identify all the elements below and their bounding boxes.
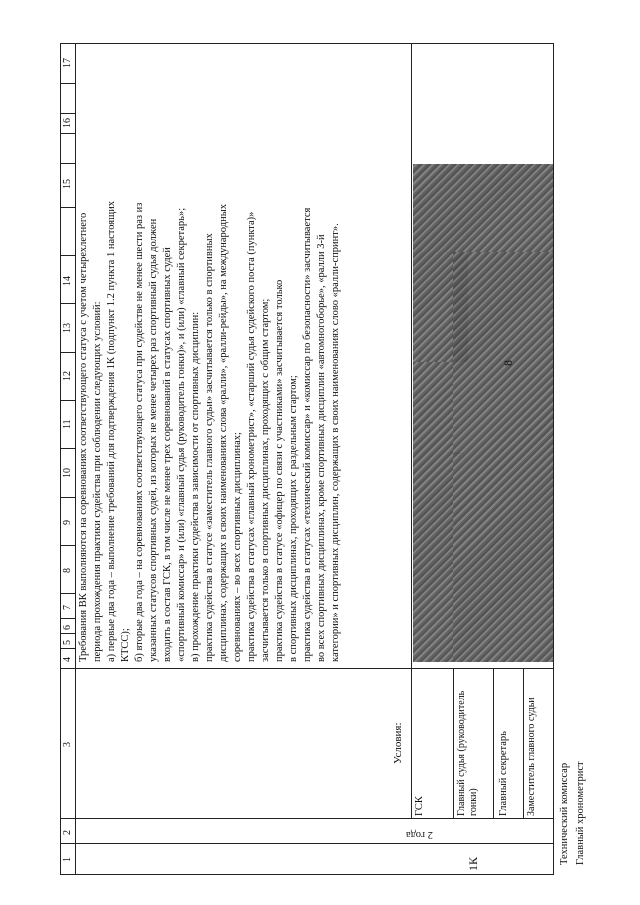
requirements-text — [77, 201, 343, 662]
requirement-line: соревнованиях – во всех спортивных дисциплинах; — [232, 432, 243, 662]
stamp-block — [453, 252, 553, 662]
col-number: 7 — [62, 605, 73, 610]
col-line — [61, 843, 553, 844]
cell-divider — [493, 669, 494, 819]
requirement-line: практика судейства в статусах «технический комиссар» и «комиссар по безопасности» засчитывается — [302, 207, 313, 662]
requirement-line: Требования ВК выполняются на соревнованиях соответствующего статуса с учетом четырехлетнего — [78, 212, 89, 662]
col-line — [61, 497, 75, 498]
position-tech-commissar: Технический комиссар — [559, 762, 570, 865]
col-line — [61, 545, 75, 546]
conditions-label: Условия: — [392, 722, 404, 764]
requirement-line: в) прохождение практики судейства в зависимости от спортивных дисциплин: — [190, 311, 201, 662]
requirement-line: а) первые два года – выполнение требований для подтверждения 1К (подпункт 1.2 пункта 1 настоящих — [106, 200, 117, 662]
requirement-line: во всех спортивных дисциплинах, кроме спортивных дисциплин «автомногоборье», «ралли 3-й — [316, 234, 327, 662]
stamp-block — [413, 362, 453, 662]
period-wrap — [406, 821, 446, 841]
col-number: 14 — [62, 276, 73, 286]
col-line — [61, 633, 75, 634]
position-deputy-judge: Заместитель главного судьи — [526, 697, 537, 816]
requirement-line: входить в состав ГСК, в том числе не менее трех соревнований в статусах спортивных судей — [162, 247, 173, 662]
col-number: 13 — [62, 323, 73, 333]
requirement-line: практика судейства в статусе «офицер по связи с участниками» засчитывается только — [274, 279, 285, 662]
col-number: 11 — [62, 419, 73, 429]
col-line — [61, 83, 75, 84]
col-line — [61, 303, 75, 304]
col-number: 10 — [62, 468, 73, 478]
col-line — [61, 255, 75, 256]
requirement-line: в спортивных дисциплинах, проходящих с раздельным стартом; — [288, 375, 299, 662]
col-number: 15 — [62, 179, 73, 189]
table — [60, 43, 554, 875]
stamp-block — [413, 164, 553, 252]
position-chief-judge: Главный судья (руководитель гонки) — [456, 690, 479, 816]
header-divider — [75, 44, 76, 874]
col-number: 12 — [62, 371, 73, 381]
col-number: 17 — [62, 58, 73, 68]
col-line — [61, 207, 75, 208]
requirement-line: «спортивный комиссар» и (или) «главный судья (руководитель гонки)», и (или) «главный секретарь»; — [176, 207, 187, 662]
cell-divider — [523, 669, 524, 819]
positions-divider — [411, 44, 412, 819]
requirement-line: категории» и спортивных дисциплин, содержащих в своих наименованиях слово «ралли-спринт». — [330, 223, 341, 662]
requirement-line: б) вторые два года – на соревнованиях соответствующего статуса при судействе не менее шести раз из — [134, 202, 145, 662]
col-line — [61, 448, 75, 449]
position-gsk: ГСК — [414, 796, 425, 816]
requirement-line: практика судейства в статусе «заместитель главного судьи» засчитывается только в спортивных — [204, 233, 215, 662]
col-line — [61, 648, 75, 649]
position-chief-secretary: Главный секретарь — [498, 731, 509, 816]
col-line — [61, 400, 75, 401]
col-line — [61, 352, 75, 353]
rank-cell: 1К — [466, 856, 480, 871]
col-number: 4 — [62, 657, 73, 662]
col-number: 1 — [62, 857, 73, 862]
col-number: 3 — [62, 742, 73, 747]
col-line — [61, 668, 553, 669]
col-line — [61, 113, 75, 114]
col-line — [61, 163, 75, 164]
requirement-line: периода прохождения практики судейства при соблюдении следующих условий: — [92, 301, 103, 662]
position-chief-timekeeper: Главный хронометрист — [575, 761, 586, 865]
count-cell: 8 — [501, 360, 515, 366]
requirement-line: указанных статусов спортивных судей, из которых не менее четырех раз спортивный судья должен — [148, 218, 159, 662]
col-line — [61, 593, 75, 594]
col-number: 8 — [62, 568, 73, 573]
col-number: 6 — [62, 625, 73, 630]
requirement-line: практика судейства в статусах «главный хронометрист», «старший судья судейского поста (пункта)» — [246, 211, 257, 662]
requirement-line: засчитывается только в спортивных дисциплинах, проходящих с общим стартом; — [260, 298, 271, 662]
col-number: 9 — [62, 520, 73, 525]
col-number: 2 — [62, 830, 73, 835]
requirement-line: КТСС); — [120, 628, 131, 662]
col-line — [61, 818, 553, 819]
col-number: 5 — [62, 640, 73, 645]
period-cell: 2 года — [406, 829, 433, 840]
cell-divider — [453, 669, 454, 819]
col-number: 16 — [62, 118, 73, 128]
requirement-line: дисциплинах, содержащих в своих наименованиях слова «ралли», «ралли-рейды», на международных — [218, 203, 229, 662]
col-line — [61, 668, 75, 669]
col-line — [61, 133, 75, 134]
col-line — [61, 618, 75, 619]
